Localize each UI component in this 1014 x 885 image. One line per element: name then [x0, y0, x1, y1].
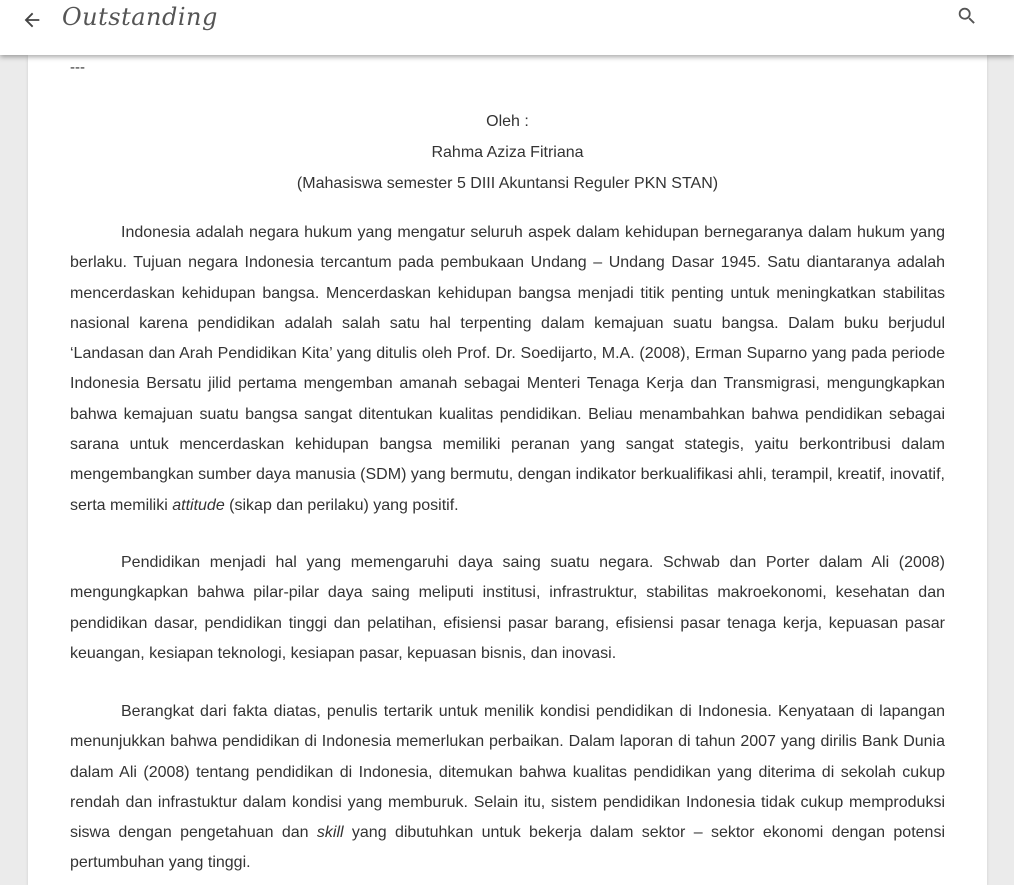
paragraph-3-text: Berangkat dari fakta diatas, penulis tertarik untuk menilik kondisi pendidikan di Indonesia. Kenyataan di lapangan menunjukkan bahwa pendidikan di Indonesia memerlukan perbaikan. Dalam laporan di tahun 2007 yang dirilis Bank Dunia dalam Ali (2008) tentang pendidikan di Indonesia, ditemukan bahwa kualitas pendidikan yang diterima di sekolah cukup rendah dan infrastuktur dalam kondisi yang memburuk. Selain itu, sistem pendidikan Indonesia tidak cukup memproduksi siswa dengan pengetahuan dan — [70, 703, 945, 842]
app-bar — [0, 0, 1014, 55]
paragraph-1-emphasis: attitude — [172, 496, 225, 514]
byline-by: Oleh : — [486, 113, 529, 130]
search-button[interactable] — [952, 1, 982, 31]
paragraph-1-text: Indonesia adalah negara hukum yang mengatur seluruh aspek dalam kehidupan bernegaranya dalam hukum yang berlaku. Tujuan negara Indonesia tercantum pada pembukaan Undang – Undang Dasar 1945. Satu diantaranya adalah mencerdaskan kehidupan bangsa. Mencerdaskan kehidupan bangsa menjadi titik penting untuk meningkatkan stabilitas nasional karena pendidikan adalah salah satu hal terpenting dalam kemajuan suatu bangsa. Dalam buku berjudul ‘Landasan dan Arah Pendidikan Kita’ yang ditulis oleh Prof. Dr. Soedijarto, M.A. (2008), Erman Suparno yang pada periode Indonesia Bersatu jilid pertama mengemban amanah sebagai Menteri Tenaga Kerja dan Transmigrasi, mengungkapkan bahwa kemajuan suatu bangsa sangat ditentukan kualitas pendidikan. Beliau menambahkan bahwa pendidikan sebagai sarana untuk mencerdaskan kehidupan bangsa memiliki peranan yang sangat stategis, yaitu berkontribusi dalam mengembangkan sumber daya manusia (SDM) yang bermutu, dengan indikator berkualifikasi ahli, terampil, kreatif, inovatif, serta memiliki — [70, 224, 945, 514]
byline-affiliation: (Mahasiswa semester 5 DIII Akuntansi Reguler PKN STAN) — [296, 175, 719, 192]
search-icon — [956, 5, 978, 27]
paragraph-3-emphasis: skill — [316, 824, 344, 842]
paragraph-1-text-end: (sikap dan perilaku) yang positif. — [224, 496, 459, 514]
paragraph-3 — [70, 697, 945, 879]
back-button[interactable] — [16, 4, 48, 36]
byline — [70, 106, 945, 199]
article-page — [28, 55, 987, 885]
arrow-left-icon — [21, 9, 43, 31]
byline-author: Rahma Aziza Fitriana — [431, 144, 584, 161]
paragraph-1 — [70, 218, 945, 521]
paragraph-3-text-end: yang dibutuhkan untuk bekerja dalam sektor – sektor ekonomi dengan potensi pertumbuhan yang tinggi. — [70, 824, 945, 872]
separator: --- — [70, 59, 85, 76]
paragraph-2: Pendidikan menjadi hal yang memengaruhi daya saing suatu negara. Schwab dan Porter dalam Ali (2008) mengungkapkan bahwa pilar-pilar daya saing meliputi institusi, infrastruktur, stabilitas makroekonomi, kesehatan dan pendidikan dasar, pendidikan tinggi dan pelatihan, efisiensi pasar barang, efisiensi pasar tenaga kerja, kepuasan pasar keuangan, kesiapan teknologi, kesiapan pasar, kepuasan bisnis, dan inovasi. — [70, 554, 945, 662]
blog-title[interactable]: Outstanding — [62, 3, 218, 31]
